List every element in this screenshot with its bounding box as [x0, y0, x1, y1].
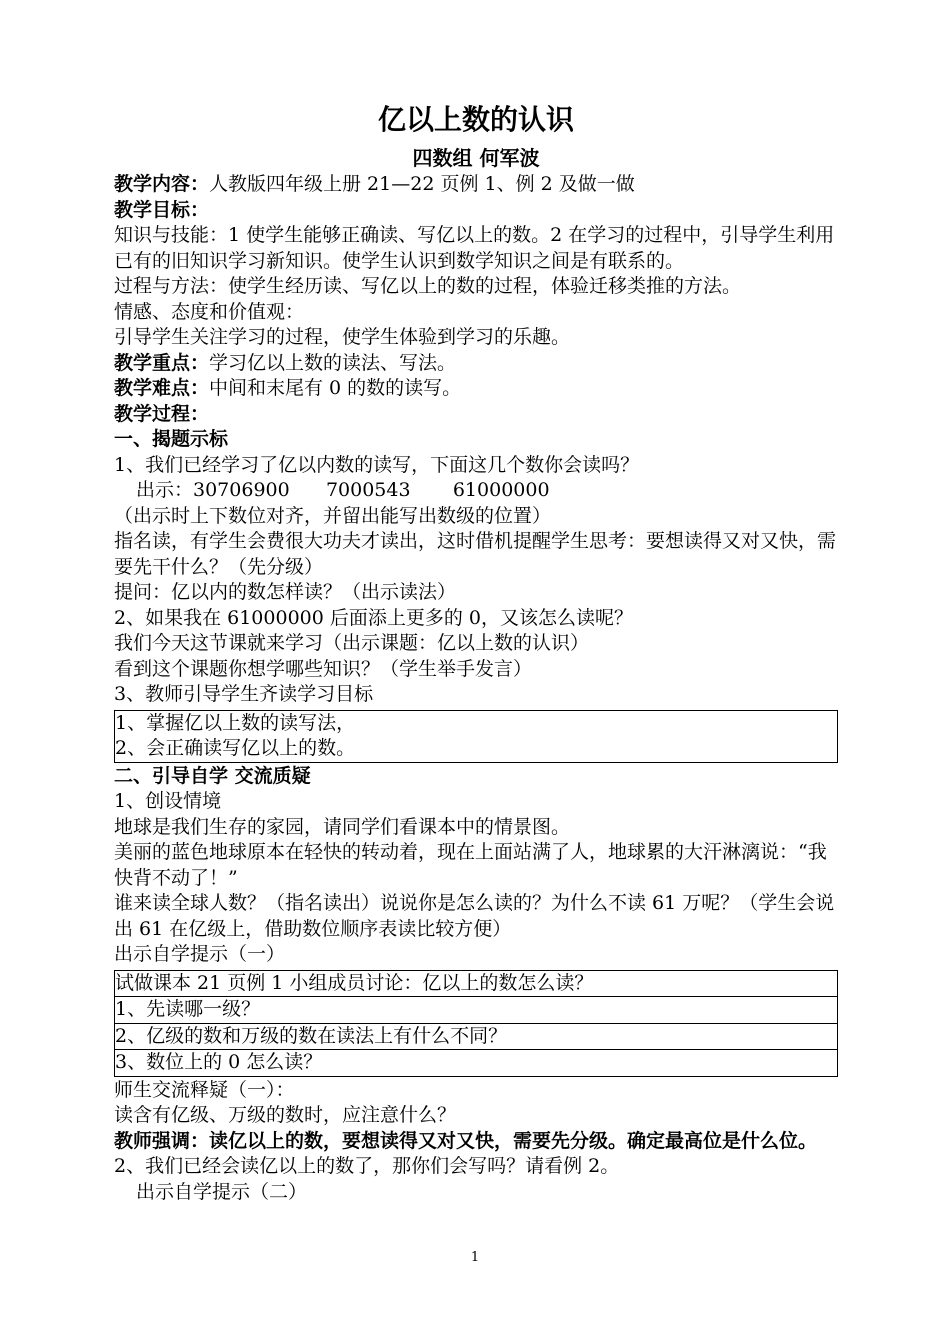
- teach-content-line: [114, 172, 838, 198]
- difficulty-label: 教学难点：: [114, 377, 210, 399]
- difficulty-text: 中间和末尾有 0 的数的读写。: [209, 377, 462, 399]
- goal-emotion-label: 情感、态度和价值观：: [114, 300, 305, 323]
- self-study-hint-box: [114, 970, 838, 1077]
- section1-line: 提问：亿以内的数怎样读？（出示读法）: [114, 581, 457, 603]
- learning-goals-box: [114, 710, 838, 763]
- process-label: 教学过程：: [114, 402, 210, 425]
- teach-content-label: 教学内容：: [114, 173, 210, 195]
- section1-line: 3、教师引导学生齐读学习目标: [114, 683, 374, 705]
- section1-line: 我们今天这节课就来学习（出示课题：亿以上数的认识）: [114, 632, 590, 654]
- teach-content-text: 人教版四年级上册 21—22 页例 1、例 2 及做一做: [209, 173, 635, 195]
- section1-line: 看到这个课题你想学哪些知识？（学生举手发言）: [114, 657, 533, 680]
- section2-heading: 二、引导自学 交流质疑: [114, 764, 311, 787]
- goal-knowledge: 知识与技能：1 使学生能够正确读、写亿以上的数。2 在学习的过程中，引导学生利用已有的旧知识学习新知识。使学生认识到数学知识之间是有联系的。: [114, 224, 835, 272]
- goal-process: 过程与方法：使学生经历读、写亿以上的数的过程，体验迁移类推的方法。: [114, 275, 742, 297]
- section2-line: 美丽的蓝色地球原本在轻快的转动着，现在上面站满了人，地球累的大汗淋漓说：“我快背不动了！”: [114, 841, 827, 889]
- section1-line: 2、如果我在 61000000 后面添上更多的 0，又该怎么读呢？: [114, 606, 634, 629]
- section1-heading: 一、揭题示标: [114, 428, 229, 450]
- box-line: 2、亿级的数和万级的数在读法上有什么不同？: [115, 1023, 837, 1050]
- key-line: [114, 351, 838, 377]
- section2-line: 地球是我们生存的家园，请同学们看课本中的情景图。: [114, 815, 571, 838]
- section1-line: （出示时上下数位对齐，并留出能写出数级的位置）: [114, 504, 552, 527]
- box-line: 2、会正确读写亿以上的数。: [115, 737, 356, 759]
- box-line: 试做课本 21 页例 1 小组成员讨论：亿以上的数怎么读？: [115, 971, 594, 994]
- goal-emotion: 引导学生关注学习的过程，使学生体验到学习的乐趣。: [114, 326, 571, 348]
- section2-line: 出示自学提示（一）: [114, 943, 286, 965]
- section2-after-line: 读含有亿级、万级的数时，应注意什么？: [114, 1104, 457, 1126]
- section1-line: 指名读，有学生会费很大功夫才读出，这时借机提醒学生思考：要想读得又对又快，需要先干什么？（先分级）: [114, 530, 837, 578]
- document-page: [114, 100, 838, 1205]
- page-number: 1: [470, 1250, 480, 1265]
- difficulty-line: [114, 376, 838, 402]
- section2-line: 谁来读全球人数？（指名读出）说说你是怎么读的？为什么不读 61 万呢？（学生会说出 61 在亿级上，借助数位顺序表读比较方便）: [114, 892, 835, 940]
- key-label: 教学重点：: [114, 351, 210, 374]
- box-line: 3、数位上的 0 怎么读？: [115, 1049, 837, 1076]
- section2-tail-line: 2、我们已经会读亿以上的数了，那你们会写吗？请看例 2。: [114, 1155, 620, 1177]
- doc-author: 四数组 何军波: [412, 146, 540, 170]
- doc-title: 亿以上数的认识: [377, 103, 574, 136]
- section2-tail-line: 出示自学提示（二）: [136, 1180, 308, 1203]
- section1-line: 出示：30706900 7000543 61000000: [136, 479, 550, 501]
- key-text: 学习亿以上数的读法、写法。: [209, 351, 457, 374]
- goals-label: 教学目标：: [114, 198, 210, 221]
- box-line: 1、先读哪一级？: [115, 996, 837, 1023]
- section2-after-line: 师生交流释疑（一）：: [114, 1078, 295, 1101]
- box-line: 1、掌握亿以上数的读写法，: [115, 711, 356, 734]
- teacher-emphasis: 教师强调：读亿以上的数，要想读得又对又快，需要先分级。确定最高位是什么位。: [114, 1129, 818, 1152]
- section2-line: 1、创设情境: [114, 790, 222, 812]
- section1-line: 1、我们已经学习了亿以内数的读写，下面这几个数你会读吗？: [114, 453, 640, 476]
